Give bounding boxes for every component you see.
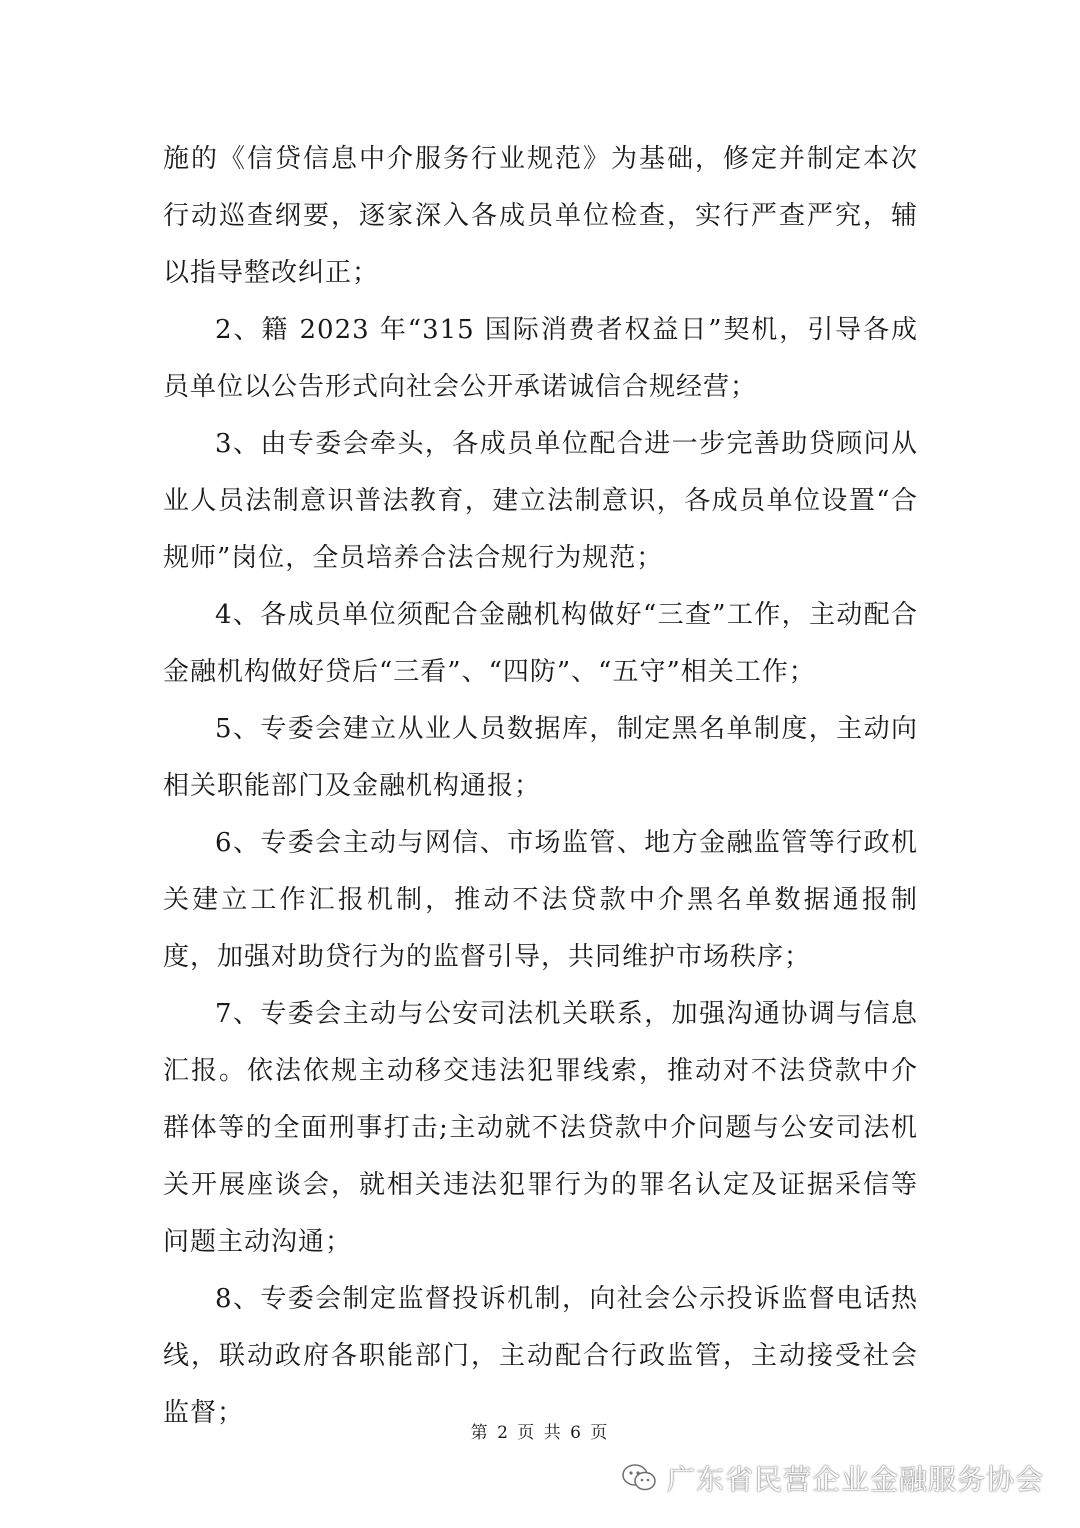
wechat-icon	[621, 1462, 657, 1494]
watermark	[621, 1458, 1044, 1498]
paragraph-item-5: 5、专委会建立从业人员数据库，制定黑名单制度，主动向相关职能部门及金融机构通报；	[163, 714, 918, 801]
paragraph-item-3: 3、由专委会牵头，各成员单位配合进一步完善助贷顾问从业人员法制意识普法教育，建立法制意识，各成员单位设置“合规师”岗位，全员培养合法合规行为规范；	[163, 429, 918, 573]
document-body	[163, 131, 918, 1442]
page-number: 第 2 页 共 6 页	[470, 1423, 610, 1443]
paragraph-item-2: 2、籍 2023 年“315 国际消费者权益日”契机，引导各成员单位以公告形式向社会公开承诺诚信合规经营；	[163, 315, 918, 402]
paragraph-item-4: 4、各成员单位须配合金融机构做好“三查”工作，主动配合金融机构做好贷后“三看”、“四防”、“五守”相关工作；	[163, 600, 918, 687]
paragraph-item-8: 8、专委会制定监督投诉机制，向社会公示投诉监督电话热线，联动政府各职能部门，主动配合行政监管，主动接受社会监督；	[163, 1284, 918, 1428]
paragraph-continuation: 施的《信贷信息中介服务行业规范》为基础，修定并制定本次行动巡查纲要，逐家深入各成员单位检查，实行严查严究，辅以指导整改纠正；	[163, 144, 918, 288]
paragraph-item-6: 6、专委会主动与网信、市场监管、地方金融监管等行政机关建立工作汇报机制，推动不法贷款中介黑名单数据通报制度，加强对助贷行为的监督引导，共同维护市场秩序；	[163, 828, 918, 972]
paragraph-item-7: 7、专委会主动与公安司法机关联系，加强沟通协调与信息汇报。依法依规主动移交违法犯罪线索，推动对不法贷款中介群体等的全面刑事打击;主动就不法贷款中介问题与公安司法机关开展座谈会，就相关违法犯罪行为的罪名认定及证据采信等问题主动沟通；	[163, 999, 918, 1257]
watermark-text: 广东省民营企业金融服务协会	[666, 1463, 1044, 1496]
